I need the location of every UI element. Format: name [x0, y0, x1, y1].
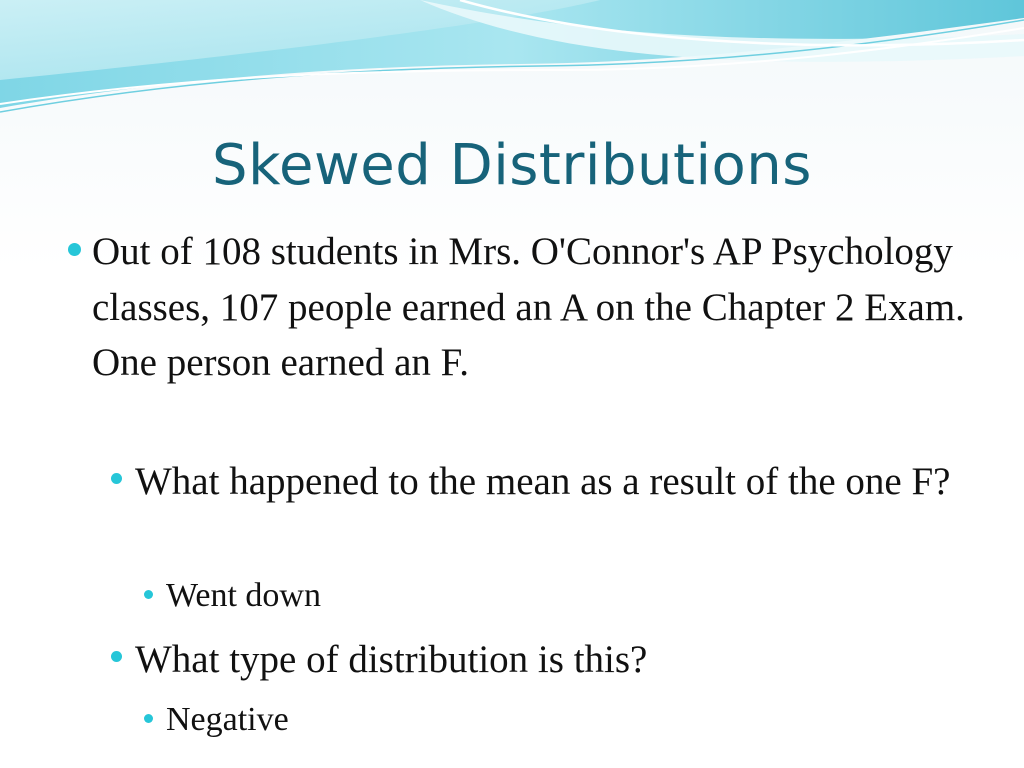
bullet-dot-icon	[144, 590, 153, 599]
answer-item	[166, 572, 946, 620]
bullet-dot-icon	[144, 714, 153, 723]
sub-bullet-text: What type of distribution is this?	[135, 638, 648, 681]
bullet-item	[92, 224, 972, 391]
slide-title: Skewed Distributions	[212, 133, 812, 198]
sub-bullet-item	[135, 632, 975, 688]
bullet-text: Out of 108 students in Mrs. O'Connor's AP Psychology classes, 107 people earned an A on the Chapter 2 Exam. One person earned an F.	[92, 230, 965, 384]
sub-bullet-text: What happened to the mean as a result of the one F?	[135, 460, 951, 503]
sub-bullet-item	[135, 454, 975, 510]
header-wave-banner	[0, 0, 1024, 120]
answer-text: Went down	[166, 577, 321, 614]
answer-item	[166, 696, 946, 744]
bullet-dot-icon	[111, 473, 122, 484]
bullet-dot-icon	[111, 651, 122, 662]
answer-text: Negative	[166, 701, 289, 738]
bullet-dot-icon	[68, 243, 81, 256]
